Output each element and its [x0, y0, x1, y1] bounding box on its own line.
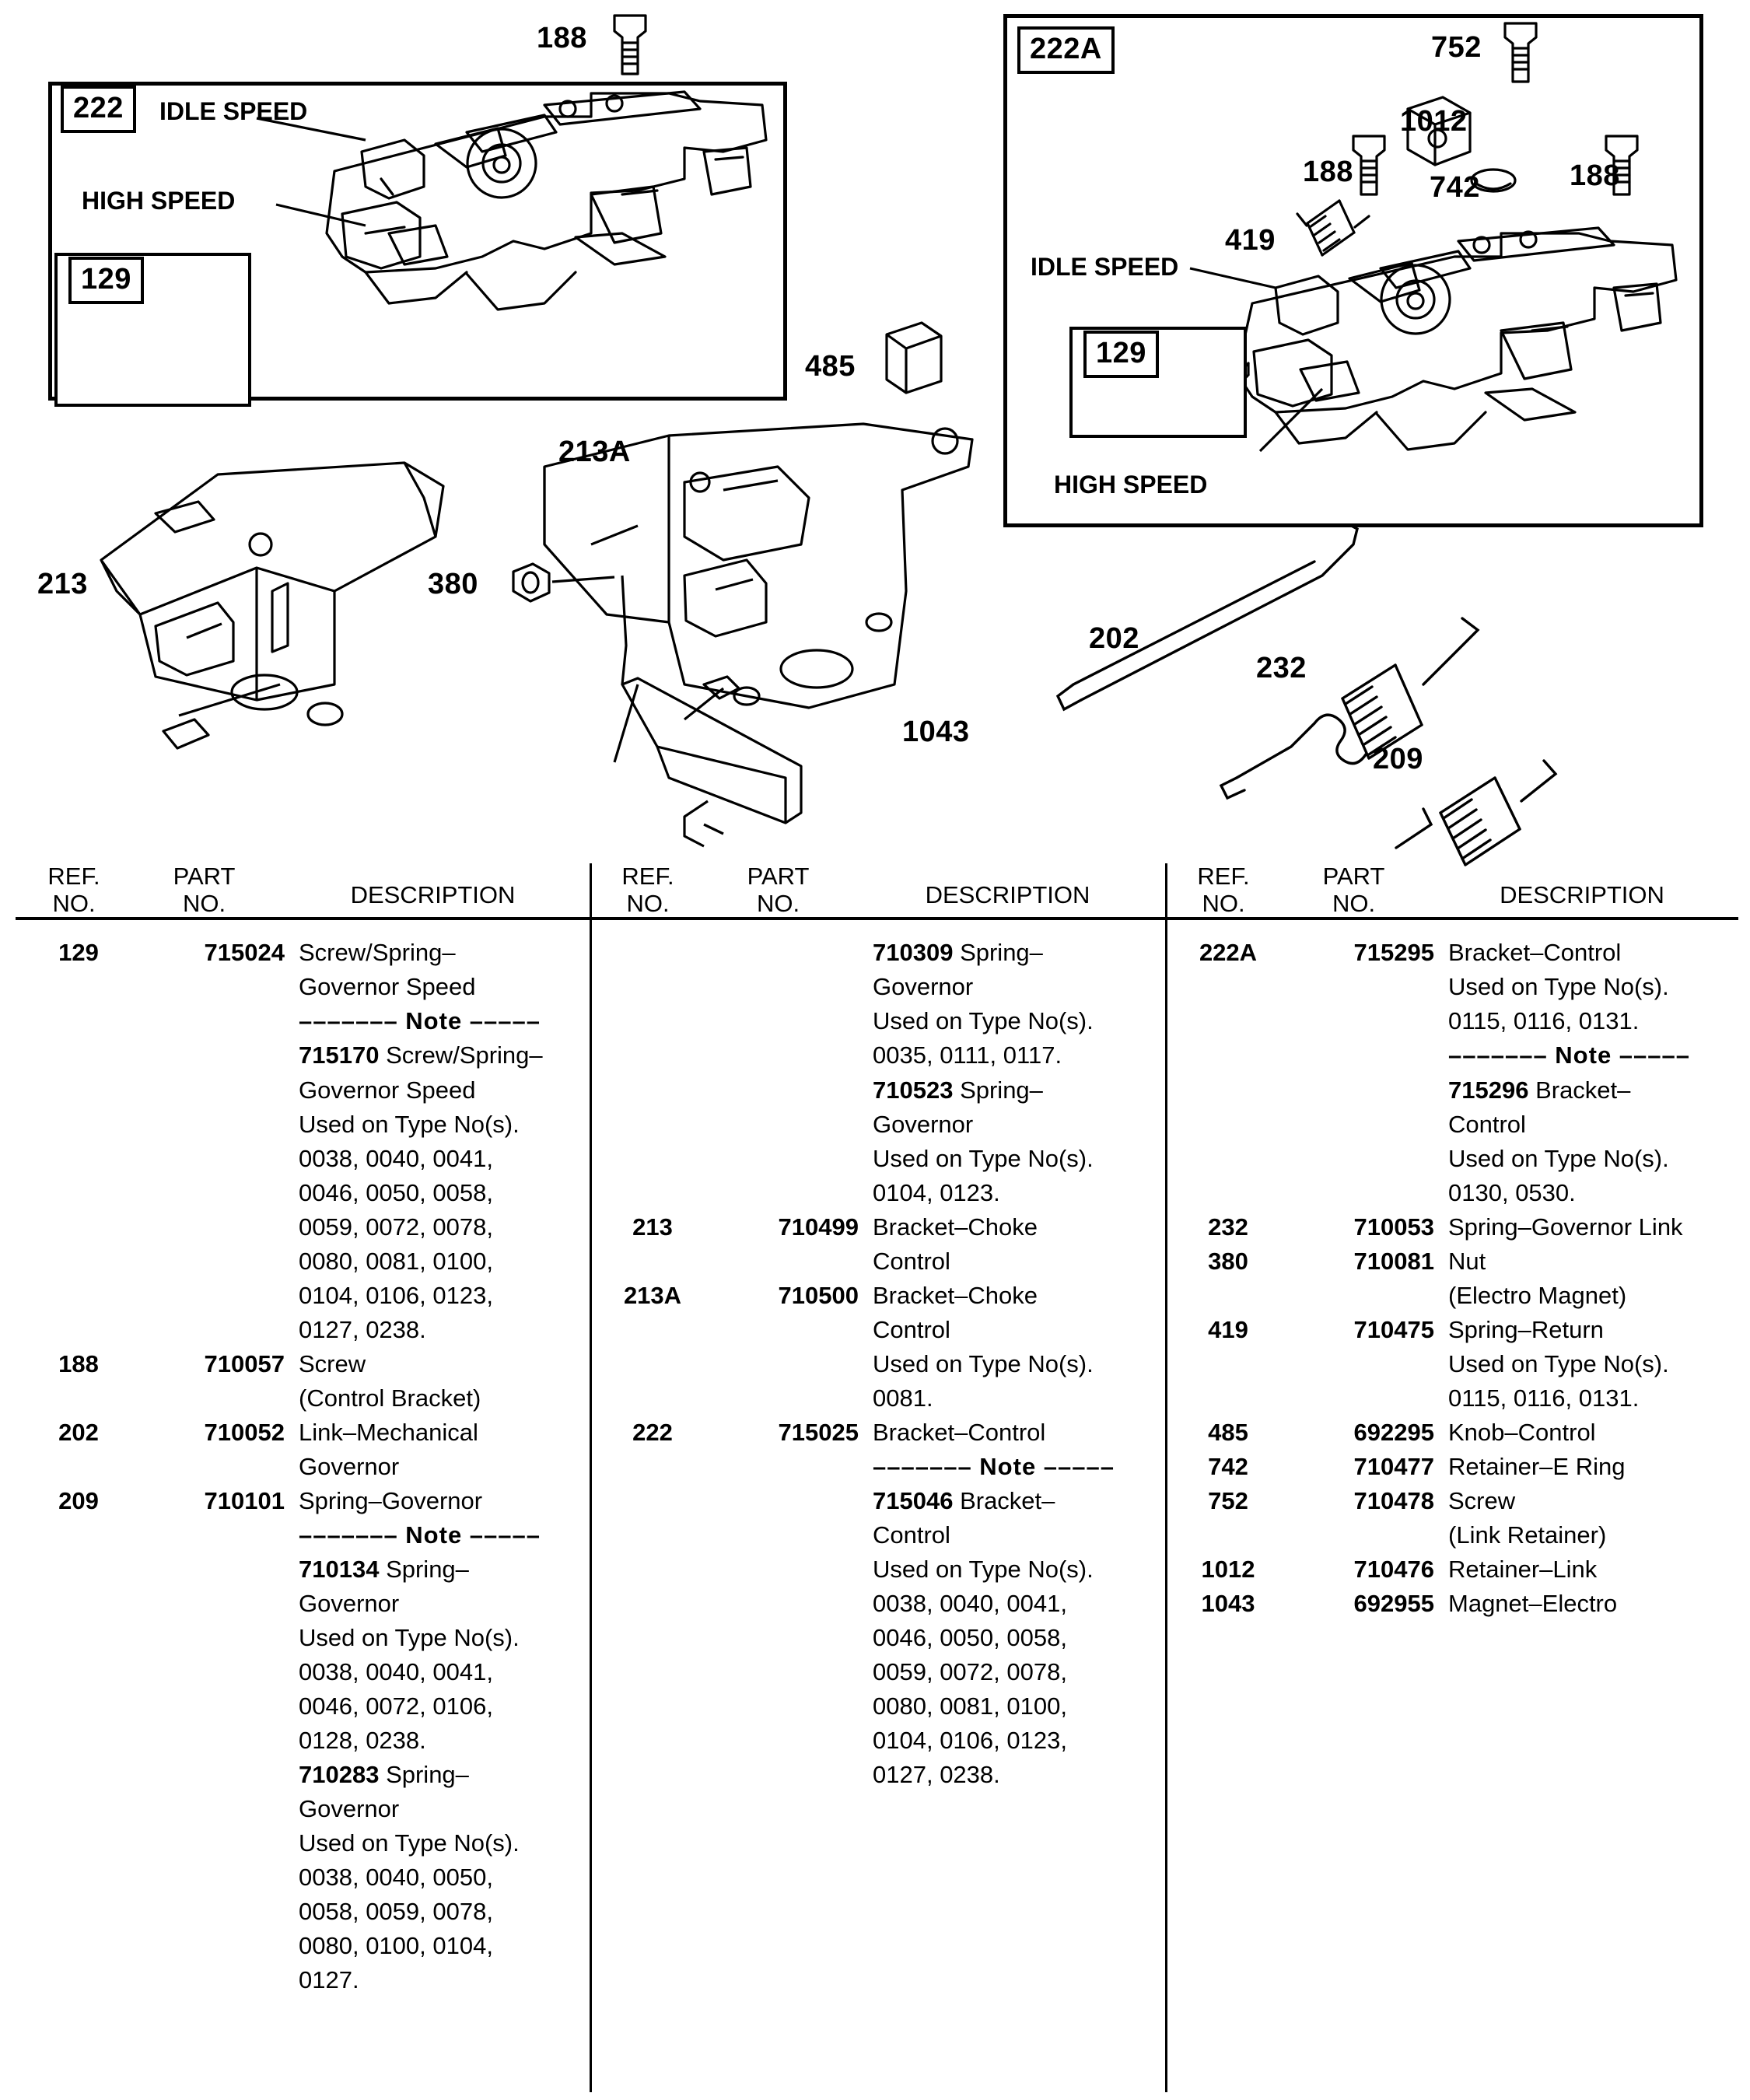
description-line: Governor: [299, 1794, 400, 1822]
cell-ref-no: 222: [632, 1418, 673, 1446]
description-line: 0059, 0072, 0078,: [873, 1657, 1067, 1685]
cell-description: [1445, 936, 1734, 1209]
alternate-part-line: [299, 1758, 585, 1792]
cell-ref-no: 742: [1208, 1452, 1248, 1480]
alternate-part-line: [299, 1552, 585, 1587]
description-line: 0127, 0238.: [299, 1315, 426, 1343]
table-row: [20, 1416, 585, 1484]
illustration-area: [0, 0, 1750, 859]
description-line: 0115, 0116, 0131.: [1448, 1384, 1640, 1412]
table-row: [20, 936, 585, 1346]
description-line: Retainer–Link: [1448, 1555, 1598, 1583]
description-line: 0127.: [299, 1965, 359, 1993]
table-column-2: [590, 919, 1165, 1997]
table-row: [1170, 1244, 1734, 1313]
description-line: Spring–Return: [1448, 1315, 1604, 1343]
cell-part-no: 692955: [1353, 1589, 1434, 1617]
cell-ref-no: 213A: [623, 1281, 682, 1309]
description-line: Bracket–Choke: [873, 1213, 1038, 1241]
callout-222A: 222A: [1017, 26, 1115, 74]
table-column-1: [16, 919, 590, 1997]
description-line: Bracket–Choke: [873, 1281, 1038, 1309]
alternate-part-no: 710309: [873, 939, 954, 967]
cell-part-no: [711, 936, 870, 1209]
alternate-part-no: 715170: [299, 1041, 380, 1069]
description-line: 0115, 0116, 0131.: [1448, 1007, 1640, 1035]
cell-description: [296, 936, 585, 1346]
cell-description: [1445, 1313, 1734, 1416]
description-line: 0058, 0059, 0078,: [299, 1897, 493, 1925]
table-row: [594, 1210, 1160, 1279]
callout-1012: 1012: [1400, 105, 1468, 138]
callout-419: 419: [1225, 224, 1276, 257]
description-line: (Electro Magnet): [1448, 1281, 1627, 1309]
cell-description: [296, 1347, 585, 1416]
table-row: [594, 1279, 1160, 1416]
header-ref-1: REF. NO.: [47, 863, 100, 917]
cell-ref-no: 1043: [1201, 1589, 1255, 1617]
cell-part-no: 710057: [204, 1349, 285, 1377]
cell-part-no: 715024: [204, 939, 285, 967]
description-line: Used on Type No(s).: [873, 1555, 1094, 1583]
cell-part-no: 710477: [1353, 1452, 1434, 1480]
cell-ref-no: 222A: [1199, 939, 1258, 967]
description-line: Used on Type No(s).: [299, 1623, 520, 1651]
alternate-part-desc: Spring–: [953, 1076, 1043, 1104]
description-line: Used on Type No(s).: [1448, 1349, 1669, 1377]
description-line: 0038, 0040, 0041,: [299, 1144, 493, 1172]
table-body-row: [16, 919, 1738, 1997]
cell-description: [1445, 1210, 1734, 1244]
label-idle-speed-left: IDLE SPEED: [159, 97, 308, 125]
alternate-part-line: [873, 1484, 1160, 1518]
cell-description: [1445, 1244, 1734, 1313]
table-row: [1170, 1450, 1734, 1484]
alternate-part-line: [873, 936, 1160, 970]
cell-description: [296, 1416, 585, 1484]
description-line: 0046, 0050, 0058,: [299, 1178, 493, 1206]
cell-part-no: 715295: [1353, 939, 1434, 967]
cell-ref-no: 188: [58, 1349, 99, 1377]
cell-part-no: 710478: [1353, 1486, 1434, 1514]
header-desc-2: DESCRIPTION: [925, 881, 1090, 908]
header-part-1: PART NO.: [173, 863, 236, 917]
cell-ref-no: 380: [1208, 1247, 1248, 1275]
callout-202: 202: [1089, 622, 1139, 655]
illustration-linework-right: [0, 0, 1750, 859]
header-ref-2: REF. NO.: [621, 863, 674, 917]
alternate-part-line: [299, 1038, 585, 1073]
cell-description: [870, 1279, 1160, 1416]
callout-213: 213: [37, 568, 88, 600]
alternate-part-no: 715046: [873, 1486, 954, 1514]
cell-part-no: 710101: [204, 1486, 285, 1514]
cell-part-no: 710475: [1353, 1315, 1434, 1343]
cell-description: [1445, 1484, 1734, 1552]
cell-ref-no: 419: [1208, 1315, 1248, 1343]
description-line: Governor Speed: [299, 1076, 476, 1104]
table-header-row: [16, 863, 1738, 919]
table-row: [1170, 1587, 1734, 1621]
label-high-speed-left: HIGH SPEED: [82, 187, 236, 215]
alternate-part-no: 710134: [299, 1555, 380, 1583]
description-line: Bracket–Control: [873, 1418, 1046, 1446]
description-line: Spring–Governor: [299, 1486, 483, 1514]
cell-part-no: 710500: [778, 1281, 859, 1309]
description-line: 0038, 0040, 0050,: [299, 1863, 493, 1891]
description-line: Link–Mechanical: [299, 1418, 478, 1446]
cell-part-no: 710081: [1353, 1247, 1434, 1275]
description-line: 0046, 0072, 0106,: [299, 1692, 493, 1720]
description-line: 0038, 0040, 0041,: [299, 1657, 493, 1685]
cell-description: [1445, 1416, 1734, 1450]
header-ref-3: REF. NO.: [1197, 863, 1250, 917]
alternate-part-desc: Bracket–: [1528, 1076, 1631, 1104]
alternate-part-desc: Spring–: [379, 1760, 469, 1788]
description-line: Spring–Governor Link: [1448, 1213, 1683, 1241]
description-line: 0046, 0050, 0058,: [873, 1623, 1067, 1651]
alternate-part-no: 710283: [299, 1760, 380, 1788]
label-idle-speed-right: IDLE SPEED: [1031, 253, 1179, 281]
cell-description: [296, 1484, 585, 1997]
description-line: Knob–Control: [1448, 1418, 1596, 1446]
description-line: 0081.: [873, 1384, 933, 1412]
alternate-part-desc: Spring–: [953, 939, 1043, 967]
header-desc-1: DESCRIPTION: [350, 881, 516, 908]
cell-description: [870, 1210, 1160, 1279]
cell-description: [870, 936, 1160, 1209]
description-line: 0038, 0040, 0041,: [873, 1589, 1067, 1617]
callout-213A: 213A: [558, 436, 631, 468]
table-row: [1170, 1210, 1734, 1244]
description-line: 0104, 0106, 0123,: [873, 1726, 1067, 1754]
description-line: 0128, 0238.: [299, 1726, 426, 1754]
table-row: [1170, 1552, 1734, 1587]
callout-485: 485: [805, 350, 856, 383]
cell-description: [1445, 1552, 1734, 1587]
description-line: 0080, 0100, 0104,: [299, 1931, 493, 1959]
description-line: Used on Type No(s).: [299, 1829, 520, 1857]
description-line: Control: [873, 1247, 950, 1275]
callout-380: 380: [428, 568, 478, 600]
callout-1043: 1043: [902, 716, 970, 748]
cell-description: [1445, 1587, 1734, 1621]
description-line: Used on Type No(s).: [873, 1144, 1094, 1172]
cell-part-no: 715025: [778, 1418, 859, 1446]
table-row: [1170, 1313, 1734, 1416]
note-separator: ––––––– Note –––––: [873, 1452, 1115, 1480]
description-line: Used on Type No(s).: [299, 1110, 520, 1138]
description-line: 0104, 0123.: [873, 1178, 1000, 1206]
description-line: 0104, 0106, 0123,: [299, 1281, 493, 1309]
label-high-speed-right: HIGH SPEED: [1054, 471, 1208, 499]
description-line: Retainer–E Ring: [1448, 1452, 1626, 1480]
entries-column-2: [590, 920, 1165, 1791]
cell-part-no: 692295: [1353, 1418, 1434, 1446]
cell-ref-no: 129: [58, 939, 99, 967]
note-separator: ––––––– Note –––––: [299, 1007, 541, 1035]
callout-752: 752: [1431, 31, 1482, 64]
callout-222: 222: [61, 86, 136, 133]
note-separator: ––––––– Note –––––: [1448, 1041, 1691, 1069]
header-col-2: [590, 863, 1165, 919]
alternate-part-desc: Bracket–: [953, 1486, 1055, 1514]
callout-742: 742: [1430, 171, 1480, 204]
table-row: [1170, 1416, 1734, 1450]
table-row: [1170, 936, 1734, 1209]
header-col-3: [1165, 863, 1738, 919]
cell-part-no: 710052: [204, 1418, 285, 1446]
entries-column-1: [16, 920, 590, 1997]
entries-column-3: [1165, 920, 1738, 1620]
cell-part-no: 710476: [1353, 1555, 1434, 1583]
callout-129-right: 129: [1083, 331, 1159, 378]
alternate-part-no: 715296: [1448, 1076, 1529, 1104]
cell-ref-no: 209: [58, 1486, 99, 1514]
callout-232: 232: [1256, 652, 1307, 684]
description-line: Governor: [873, 1110, 974, 1138]
description-line: 0035, 0111, 0117.: [873, 1041, 1062, 1069]
table-row: [20, 1347, 585, 1416]
description-line: Screw: [299, 1349, 366, 1377]
table-row: [594, 936, 1160, 1209]
parts-table-grid: [16, 863, 1738, 1997]
cell-part-no: 710499: [778, 1213, 859, 1241]
description-line: Control: [873, 1521, 950, 1549]
table-column-3: [1165, 919, 1738, 1997]
description-line: Control: [1448, 1110, 1526, 1138]
description-line: Governor Speed: [299, 973, 476, 1001]
description-line: (Control Bracket): [299, 1384, 481, 1412]
alternate-part-no: 710523: [873, 1076, 954, 1104]
callout-188-right: 188: [1570, 159, 1620, 192]
cell-ref-no: [594, 936, 711, 1209]
description-line: Magnet–Electro: [1448, 1589, 1618, 1617]
description-line: Used on Type No(s).: [1448, 973, 1669, 1001]
description-line: Nut: [1448, 1247, 1486, 1275]
cell-ref-no: 485: [1208, 1418, 1248, 1446]
parts-table: [16, 863, 1738, 2092]
cell-ref-no: 202: [58, 1418, 99, 1446]
alternate-part-desc: Screw/Spring–: [379, 1041, 543, 1069]
cell-description: [870, 1416, 1160, 1792]
description-line: 0127, 0238.: [873, 1760, 1000, 1788]
description-line: Governor: [873, 973, 974, 1001]
header-part-3: PART NO.: [1322, 863, 1385, 917]
cell-part-no: 710053: [1353, 1213, 1434, 1241]
description-line: 0130, 0530.: [1448, 1178, 1576, 1206]
cell-ref-no: 213: [632, 1213, 673, 1241]
description-line: Bracket–Control: [1448, 939, 1622, 967]
table-row: [594, 1416, 1160, 1792]
callout-209: 209: [1373, 743, 1423, 775]
description-line: Control: [873, 1315, 950, 1343]
description-line: Governor: [299, 1452, 400, 1480]
cell-ref-no: 1012: [1201, 1555, 1255, 1583]
callout-129-left: 129: [68, 257, 144, 304]
cell-description: [1445, 1450, 1734, 1484]
cell-ref-no: 752: [1208, 1486, 1248, 1514]
description-line: 0059, 0072, 0078,: [299, 1213, 493, 1241]
callout-188-left: 188: [1303, 156, 1353, 188]
alternate-part-line: [1448, 1073, 1734, 1108]
table-row: [1170, 1484, 1734, 1552]
description-line: 0080, 0081, 0100,: [873, 1692, 1067, 1720]
description-line: Governor: [299, 1589, 400, 1617]
column-divider-2: [1165, 863, 1167, 2092]
alternate-part-line: [873, 1073, 1160, 1108]
description-line: Used on Type No(s).: [873, 1007, 1094, 1035]
column-divider-1: [590, 863, 592, 2092]
table-row: [20, 1484, 585, 1997]
callout-188-top: 188: [537, 22, 587, 54]
description-line: Screw/Spring–: [299, 939, 456, 967]
description-line: 0080, 0081, 0100,: [299, 1247, 493, 1275]
header-col-1: [16, 863, 590, 919]
header-desc-3: DESCRIPTION: [1500, 881, 1664, 908]
header-part-2: PART NO.: [747, 863, 810, 917]
description-line: (Link Retainer): [1448, 1521, 1607, 1549]
cell-ref-no: 232: [1208, 1213, 1248, 1241]
alternate-part-desc: Spring–: [379, 1555, 469, 1583]
description-line: Used on Type No(s).: [1448, 1144, 1669, 1172]
description-line: Screw: [1448, 1486, 1516, 1514]
description-line: Used on Type No(s).: [873, 1349, 1094, 1377]
note-separator: ––––––– Note –––––: [299, 1521, 541, 1549]
